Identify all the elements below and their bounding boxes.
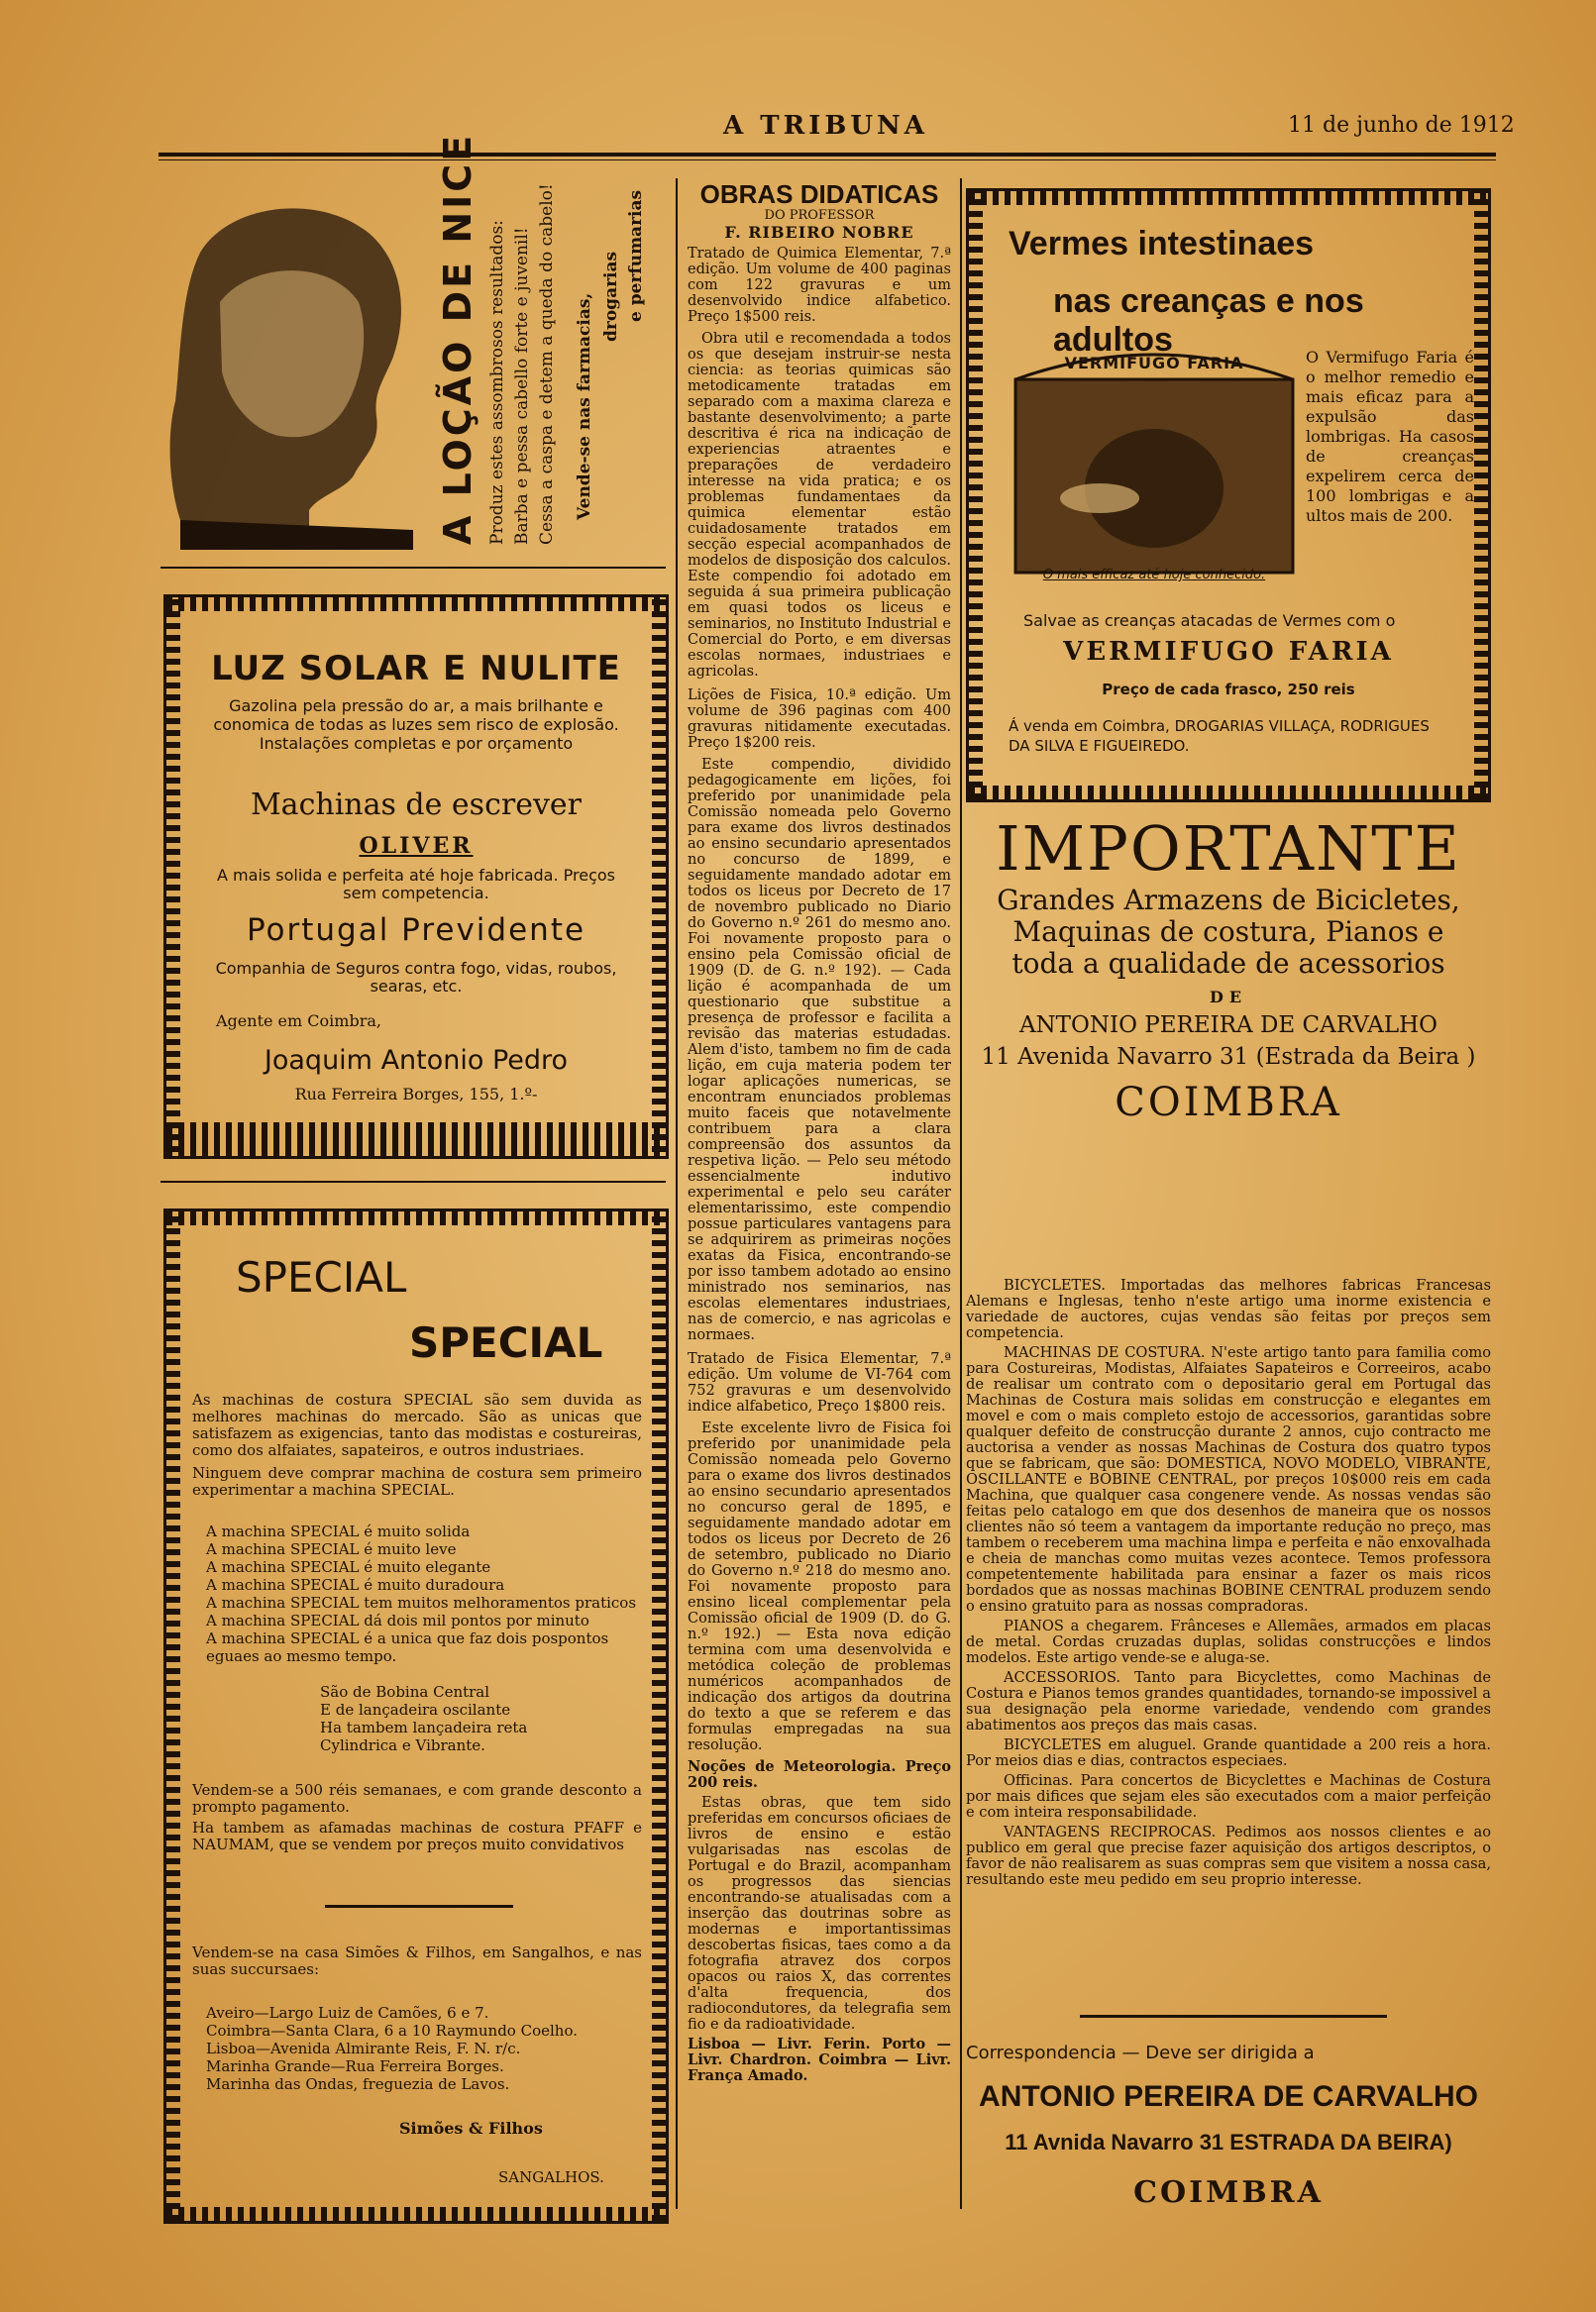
special-p4: Ha tambem as afamadas machinas de costura PFAFF e NAUMAM, que se vendem por preços muito convidativos xyxy=(192,1819,642,1853)
special-intro: As machinas de costura SPECIAL são sem duvida as melhores machinas do mercado. São as unicas que satisfazem as exigencias, tanto das modistas e costureiras, como dos alfaiates, sapateiros, e outros industriaes. xyxy=(192,1391,642,1459)
divider xyxy=(160,567,666,569)
ornament-top xyxy=(969,191,1488,205)
mother-child-illustration xyxy=(1011,340,1298,587)
bobina-line: Ha tambem lançadeira reta xyxy=(320,1719,528,1736)
portugal-desc: Companhia de Seguros contra fogo, vidas, roubos, searas, etc. xyxy=(215,959,617,996)
luz-solar-ad xyxy=(163,594,669,1159)
importante-line-1: Grandes Armazens de Bicicletes, xyxy=(997,884,1460,916)
vermes-salvae: Salvae as creanças atacadas de Vermes com o xyxy=(1023,611,1396,630)
locao-line-6: e perfumarias xyxy=(626,189,646,322)
obras-didaticas xyxy=(688,180,951,2084)
list-item: A machina SPECIAL dá dois mil pontos por minuto xyxy=(206,1612,589,1629)
obras-p3: Lições de Fisica, 10.ª edição. Um volume de 396 paginas com 400 gravuras nitidamente executadas. Preço 1$200 reis. xyxy=(688,687,951,751)
locao-ad xyxy=(160,132,666,555)
oliver-brand: OLIVER xyxy=(359,833,474,859)
man-portrait-illustration xyxy=(160,193,418,550)
obras-p5: Tratado de Fisica Elementar, 7.ª edição. Um volume de VI-764 com 752 gravuras e um desenvolvido indice alfabetico, Preço 1$800 reis. xyxy=(688,1351,951,1415)
list-item: A machina SPECIAL tem muitos melhoramentos praticos xyxy=(206,1594,637,1612)
oliver-desc: A mais solida e perfeita até hoje fabricada. Preços sem competencia. xyxy=(217,866,615,902)
address-line: Lisboa—Avenida Almirante Reis, F. N. r/c. xyxy=(206,2040,521,2057)
vermes-title-2: nas creanças e nos adultos xyxy=(1053,282,1364,359)
list-item: A machina SPECIAL é muito duradoura xyxy=(206,1576,505,1594)
list-item: A machina SPECIAL é muito elegante xyxy=(206,1558,491,1576)
obras-sub: DO PROFESSOR xyxy=(764,208,875,223)
header-rule-thin xyxy=(159,159,1496,160)
special-bobina xyxy=(320,1683,527,1754)
importante-address: 11 Avenida Navarro 31 (Estrada da Beira ) xyxy=(981,1044,1476,1070)
machinas-title: Machinas de escrever xyxy=(250,788,583,822)
locao-line-1: Produz estes assombrosos resultados: xyxy=(487,220,507,545)
special-addresses xyxy=(206,2004,578,2093)
special-p3: Vendem-se a 500 réis semanaes, e com grande desconto a prompto pagamento. xyxy=(192,1781,642,1816)
vermes-side-text: O Vermifugo Faria é o melhor remedio e mais eficaz para a expulsão das lombrigas. Ha casos de creanças expelirem cerca de 100 lombrigas e a ultos mais de 200. xyxy=(1306,348,1474,525)
ornament-left xyxy=(166,597,180,1152)
ornament-bottom xyxy=(166,2207,666,2221)
ornament-left xyxy=(166,1211,180,2221)
issue-date: 11 de junho de 1912 xyxy=(1288,113,1515,138)
importante-body xyxy=(966,1278,1491,1888)
importante-para: MACHINAS DE COSTURA. N'este artigo tanto para familia como para Costureiras, Modistas, Alfaiates Sapateiros e Correeiros, acabo de realisar um contrato com o depositario geral em Portugal das Machinas de Costura mais solidas em construcção e elegantes em movel e com o mais completo estojo de accessorios, garantidas sobre qualquer defeito de construcção durante 2 annos, cujo contracto me auctorisa a vender as nossas Machinas de Costura dos quatro typos que se fabricam, que são: DOMESTICA, NOVO MODELO, VIBRANTE, OSCILLANTE e BOBINE CENTRAL, por preços 10$000 reis em cada Machina, que qualquer casa congenere vende. As nossas vendas são feitas pelo catalogo em que dos desenhos de maneira que os nossos clientes não só teem a vantagem da importante redução no preço, mas tambem o receberem uma machina limpa e perfeita e não enxovalhada e cheia de manchas como muitas vezes acontece. Temos professora competentemente habilitada para ensinar a fazer os mais ricos bordados que as nossas machinas BOBINE CENTRAL produzem sendo o ensino gratuito para as nossas compradoras. xyxy=(966,1344,1491,1615)
importante-city: COIMBRA xyxy=(1115,1080,1342,1125)
importante-para: Officinas. Para concertos de Bicyclettes e Machinas de Costura por mais difices que sejam eles são executados com a maior perfeição e com inteira responsabilidade. xyxy=(966,1772,1491,1821)
importante-ad xyxy=(966,812,1491,1125)
importante-line-2: Maquinas de costura, Pianos e xyxy=(1012,915,1444,948)
agent-name: Joaquim Antonio Pedro xyxy=(264,1045,569,1076)
correspondencia: Correspondencia — Deve ser dirigida a xyxy=(966,2043,1315,2063)
vermifugo-ad xyxy=(966,188,1491,802)
obras-author: F. RIBEIRO NOBRE xyxy=(724,223,914,242)
importante-line-3: toda a qualidade de acessorios xyxy=(1011,947,1445,980)
obras-p7: Noções de Meteorologia. Preço 200 reis. xyxy=(688,1758,951,1791)
header-rule xyxy=(159,153,1496,157)
importante-name: ANTONIO PEREIRA DE CARVALHO xyxy=(1018,1012,1438,1038)
obras-title: OBRAS DIDATICAS xyxy=(699,179,939,209)
special-p5: Vendem-se na casa Simões & Filhos, em Sangalhos, e nas suas succursaes: xyxy=(192,1944,642,1978)
vermifugo-label: VERMIFUGO FARIA xyxy=(1064,354,1244,372)
correspondencia-address: 11 Avnida Navarro 31 ESTRADA DA BEIRA) xyxy=(1005,2130,1452,2154)
agent-address: Rua Ferreira Borges, 155, 1.º- xyxy=(294,1085,538,1103)
correspondencia-city: COIMBRA xyxy=(1133,2175,1324,2210)
obras-p4: Este compendio, dividido pedagogicamente em lições, foi preferido por unanimidade pela Comissão nomeada pelo Governo para exame dos livros destinados ao ensino secundario apresentados no concurso de 1899, e seguidamente mandado adotar em todos os liceus por Decreto de 17 de novembro publicado no Diario do Governo n.º 261 do mesmo ano. Foi novamente proposto para o ensino pela Comissão oficial de 1909 (D. de G. n.º 192). — Cada lição é acompanhada de um questionario que substitue a presença de professor e facilita a revisão das materias estudadas. Alem d'isto, tambem no fim de cada lição, em cuja materia podem ter logar aplicações numericas, se encontram enunciados problemas muito faceis que notavelmente contribuem para a clara compreensão dos assuntos da respetiva lição. — Pelo seu método essencialmente indutivo experimental e pelo seu caráter elementarissimo, este compendio possue particulares vantagens para se adquirirem as primeiras noções exatas da Fisica, encontrando-se por isso tambem adotado ao ensino ministrado nos seminarios, nas escolas elementares industriaes, nas de comercio, e nas agricolas e normaes. xyxy=(688,757,951,1343)
flourish xyxy=(1080,2015,1387,2018)
address-line: Aveiro—Largo Luiz de Camões, 6 e 7. xyxy=(206,2004,489,2022)
vermes-preco: Preço de cada frasco, 250 reis xyxy=(1102,681,1355,698)
special-list xyxy=(206,1523,642,1665)
bobina-line: Cylindrica e Vibrante. xyxy=(320,1736,485,1754)
special-place: SANGALHOS. xyxy=(498,2168,604,2186)
address-line: Marinha das Ondas, freguezia de Lavos. xyxy=(206,2075,510,2093)
vermes-name: VERMIFUGO FARIA xyxy=(1063,637,1394,667)
correspondencia-name: ANTONIO PEREIRA DE CARVALHO xyxy=(979,2080,1478,2113)
obras-p2: Obra util e recomendada a todos os que desejam instruir-se nesta ciencia: as teorias quimicas são metodicamente tratadas em separado com a maxima clareza e bastante desenvolvimento; a parte descritiva é rica na indicação de experiencias atraentes e preparações de verdadeiro interesse na vida pratica; e os problemas fundamentaes da quimica elementar estão cuidadosamente tratados em secção especial acompanhados de modelos de disposição dos calculos. Este compendio foi adotado em seguida á sua primeira publicação em quasi todos os liceus e seminarios, no Instituto Industrial e Comercial do Porto, e em diversas escolas normaes, industriaes e agricolas. xyxy=(688,331,951,680)
list-item: A machina SPECIAL é muito solida xyxy=(206,1523,471,1540)
special-logo-2: SPECIAL xyxy=(409,1318,603,1367)
importante-para: PIANOS a chegarem. Frânceses e Allemães, armados em placas de metal. Cordas cruzadas duplas, solidas construcções e lindos modelos. Este artigo vende-se e aluga-se. xyxy=(966,1618,1491,1666)
vermifugo-illustration xyxy=(1011,340,1298,587)
locao-line-3: Cessa a caspa e detem a queda do cabelo! xyxy=(537,183,557,545)
vermifugo-caption: O mais efficaz até hoje conhecido. xyxy=(1042,568,1266,582)
importante-para: VANTAGENS RECIPROCAS. Pedimos aos nossos clientes e ao publico em geral que precise fazer aquisição dos artigos descriptos, o favor de não realisarem as suas compras sem que visitem a nossa casa, resultando este meu pedido em seu proprio interesse. xyxy=(966,1824,1491,1888)
locao-line-4: Vende-se nas farmacias, xyxy=(575,292,594,520)
ornament-bottom xyxy=(969,786,1488,799)
obras-p9: Lisboa — Livr. Ferin. Porto — Livr. Chardron. Coimbra — Livr. França Amado. xyxy=(688,2036,951,2084)
importante-title: IMPORTANTE xyxy=(996,812,1461,885)
locao-title: A LOÇÃO DE NICE xyxy=(436,132,479,545)
list-item: A machina SPECIAL é a unica que faz dois pospontos eguaes ao mesmo tempo. xyxy=(206,1629,609,1665)
luz-desc: Gazolina pela pressão do ar, a mais brilhante e conomica de todas as luzes sem risco de explosão. Instalações completas e por orçamento xyxy=(213,696,619,753)
vermes-venda: Á venda em Coimbra, DROGARIAS VILLAÇA, RODRIGUES DA SILVA E FIGUEIREDO. xyxy=(1009,717,1430,755)
column-divider-right xyxy=(960,178,962,2209)
ornament-right xyxy=(652,597,666,1152)
list-item: A machina SPECIAL é muito leve xyxy=(206,1540,457,1558)
locao-line-5: drogarias xyxy=(601,251,621,342)
ornament-top xyxy=(166,597,666,611)
special-ad xyxy=(163,1209,669,2224)
bobina-line: São de Bobina Central xyxy=(320,1683,490,1701)
ornament-bottom xyxy=(166,1122,666,1156)
newspaper-title: A TRIBUNA xyxy=(723,111,928,141)
obras-p1: Tratado de Quimica Elementar, 7.ª edição. Um volume de 400 paginas com 122 gravuras e um desenvolvido indice alfabetico. Preço 1$500 reis. xyxy=(688,246,951,325)
flourish xyxy=(325,1905,513,1908)
ornament-right xyxy=(652,1211,666,2221)
obras-p8: Estas obras, que tem sido preferidas em concursos oficiaes de livros de ensino e estão vulgarisadas nas escolas de Portugal e do Brazil, acompanham os progressos das siencias encontrando-se atualisadas com a inserção das doutrinas sobre as modernas e importantissimas descobertas fisicas, taes como a da fotografia atravez dos corpos opacos ou raios X, das correntes d'alta frequencia, dos radiocondutores, da telegrafia sem fio e da radioatividade. xyxy=(688,1795,951,2033)
special-signature: Simões & Filhos xyxy=(399,2119,543,2138)
divider xyxy=(160,1181,666,1183)
special-p2: Ninguem deve comprar machina de costura sem primeiro experimentar a machina SPECIAL. xyxy=(192,1464,642,1499)
address-line: Coimbra—Santa Clara, 6 a 10 Raymundo Coelho. xyxy=(206,2022,578,2040)
portugal-title: Portugal Previdente xyxy=(246,912,586,948)
address-line: Marinha Grande—Rua Ferreira Borges. xyxy=(206,2057,504,2075)
column-divider-left xyxy=(676,178,678,2209)
importante-para: BICYCLETES em aluguel. Grande quantidade a 200 reis a hora. Por meios dias e dias, contractos especiaes. xyxy=(966,1736,1491,1769)
importante-de: DE xyxy=(1209,988,1248,1006)
luz-title: LUZ SOLAR E NULITE xyxy=(211,649,621,688)
locao-line-2: Barba e pessa cabello forte e juvenil! xyxy=(512,227,532,545)
obras-p6: Este excelente livro de Fisica foi preferido por unanimidade pela Comissão nomeada pelo Governo para o exame dos livros destinados ao ensino secundario apresentados no concurso geral de 1895, e seguidamente mandado adotar em todos os liceus por Decreto de 26 de setembro, publicado no Diario do Governo n.º 218 do mesmo ano. Foi novamente proposto para ensino liceal complementar pela Comissão oficial de 1909 (D. do G. n.º 192.) — Esta nova edição termina com uma desenvolvida e metódica coleção de problemas numéricos acompanhados de indicação dos artigos da doutrina do texto a que se referem e das formulas empregadas na sua resolução. xyxy=(688,1420,951,1753)
special-logo-1: SPECIAL xyxy=(236,1253,407,1302)
ornament-left xyxy=(969,191,983,799)
vermes-title-1: Vermes intestinaes xyxy=(1009,225,1315,263)
bobina-line: E de lançadeira oscilante xyxy=(320,1701,511,1719)
agente: Agente em Coimbra, xyxy=(216,1011,381,1030)
importante-para: ACCESSORIOS. Tanto para Bicyclettes, como Machinas de Costura e Pianos temos grandes quantidades, tornando-se impossivel a sua designação pela enorme variedade, vendendo com grandes abatimentos aos preços das mais casas. xyxy=(966,1669,1491,1734)
importante-para: BICYCLETES. Importadas das melhores fabricas Francesas Alemans e Inglesas, tenho n'este artigo uma inorme existencia e variedade de auctores, cujas vendas são feitas por preços sem competencia. xyxy=(966,1277,1491,1341)
ornament-top xyxy=(166,1211,666,1225)
